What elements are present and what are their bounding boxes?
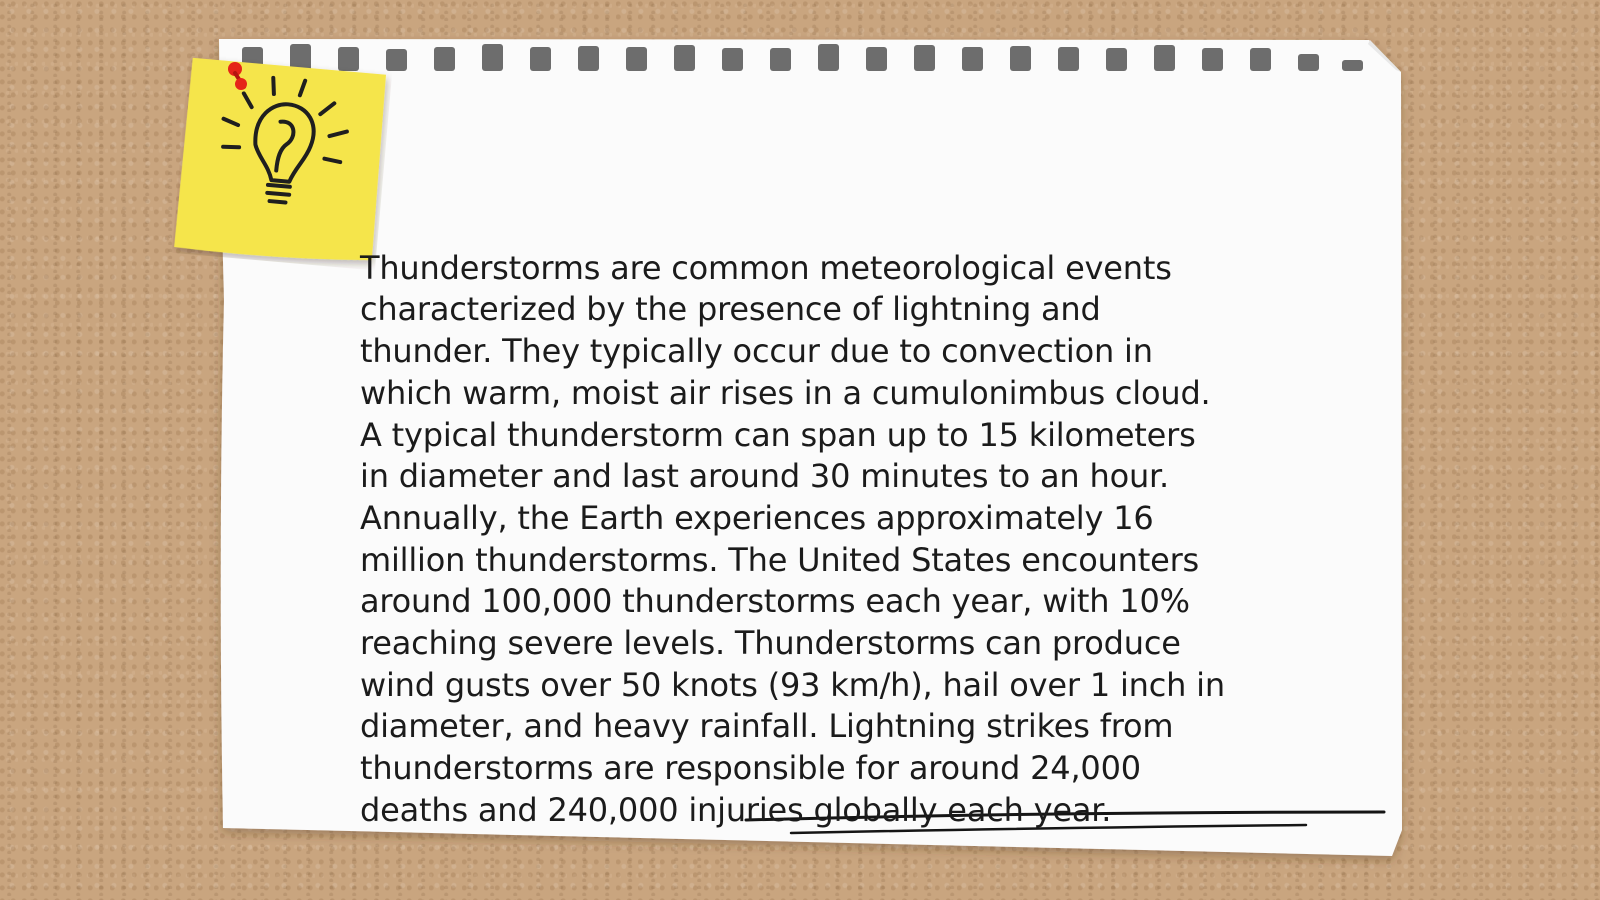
- text-line: in diameter and last around 30 minutes to an hour.: [360, 457, 1170, 496]
- text-line: reaching severe levels. Thunderstorms can produce: [360, 624, 1181, 663]
- text-line: wind gusts over 50 knots (93 km/h), hail over 1 inch in: [360, 665, 1225, 704]
- text-line: million thunderstorms. The United States encounters: [360, 540, 1200, 579]
- text-line: Annually, the Earth experiences approximately 16: [360, 498, 1154, 537]
- text-line: thunderstorms are responsible for around 24,000: [360, 749, 1141, 788]
- pushpin-icon: [224, 59, 254, 93]
- text-line: characterized by the presence of lightning and: [360, 290, 1101, 329]
- text-line: diameter, and heavy rainfall. Lightning strikes from: [360, 707, 1174, 746]
- thunderstorm-facts-text: [360, 206, 1260, 832]
- text-line: which warm, moist air rises in a cumulonimbus cloud.: [360, 373, 1211, 412]
- text-line: A typical thunderstorm can span up to 15 kilometers: [360, 415, 1196, 454]
- text-line: deaths and 240,000 injuries globally each year.: [360, 790, 1112, 829]
- text-line: Thunderstorms are common meteorological events: [360, 248, 1172, 287]
- text-line: thunder. They typically occur due to convection in: [360, 332, 1153, 371]
- text-line: around 100,000 thunderstorms each year, with 10%: [360, 582, 1190, 621]
